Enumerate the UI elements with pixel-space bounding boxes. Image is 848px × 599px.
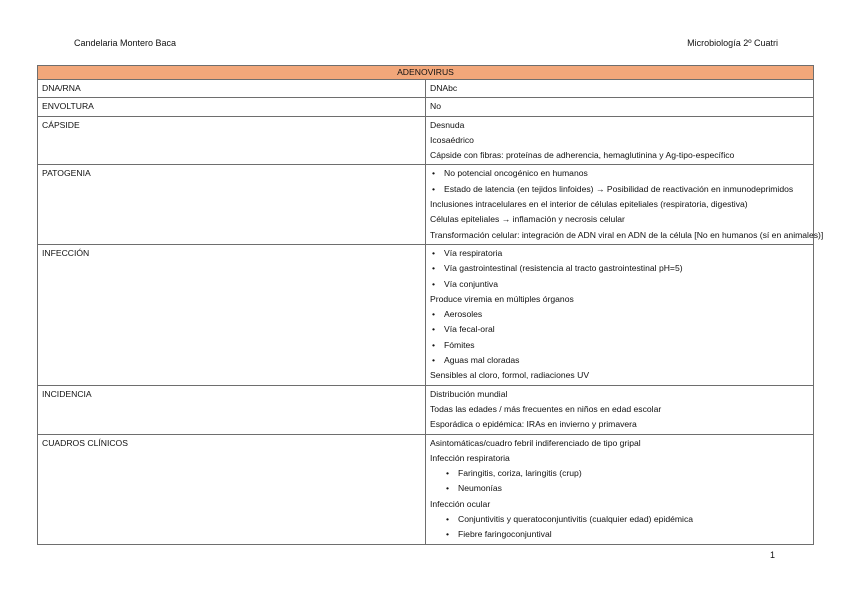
bullet-icon: • xyxy=(432,263,436,274)
bullet-item xyxy=(430,527,809,542)
content-line xyxy=(430,228,824,243)
bullet-icon: • xyxy=(432,355,436,366)
row-label: CÁPSIDE xyxy=(38,116,426,165)
line-text: Vía fecal-oral xyxy=(444,324,495,335)
bullet-item xyxy=(430,353,809,368)
line-text: Conjuntivitis y queratoconjuntivitis (cualquier edad) epidémica xyxy=(458,514,694,525)
bullet-icon: • xyxy=(432,324,436,335)
header-author: Candelaria Montero Baca xyxy=(74,38,177,48)
bullet-icon: • xyxy=(446,468,450,479)
line-text: Vía conjuntiva xyxy=(444,278,498,289)
line-text: Infección respiratoria xyxy=(430,452,510,463)
content-line xyxy=(430,212,809,227)
table-title-row xyxy=(38,66,814,80)
table-row xyxy=(38,434,814,544)
line-text: Vía gastrointestinal (resistencia al tracto gastrointestinal pH=5) xyxy=(444,263,683,274)
line-text: Fiebre faringoconjuntival xyxy=(458,529,552,540)
row-content xyxy=(426,165,824,244)
line-text: Transformación celular: integración de ADN viral en ADN de la célula [No en humanos (sí en animales)] xyxy=(430,229,824,240)
bullet-item xyxy=(430,246,809,261)
table-row xyxy=(38,244,814,385)
table-row xyxy=(38,165,814,244)
bullet-icon: • xyxy=(446,514,450,525)
line-text: Aguas mal cloradas xyxy=(444,355,520,366)
bullet-icon: • xyxy=(432,339,436,350)
header-course: Microbiología 2º Cuatri xyxy=(687,38,778,48)
bullet-icon: • xyxy=(446,483,450,494)
bullet-icon: • xyxy=(432,183,436,194)
table-title: ADENOVIRUS xyxy=(38,66,814,80)
row-label: DNA/RNA xyxy=(38,80,426,98)
bullet-icon: • xyxy=(432,309,436,320)
line-text: Esporádica o epidémica: IRAs en invierno y primavera xyxy=(430,419,637,430)
adenovirus-table xyxy=(37,65,824,545)
bullet-item xyxy=(430,322,809,337)
bullet-item xyxy=(430,182,809,197)
line-text: Infección ocular xyxy=(430,498,491,509)
bullet-icon: • xyxy=(432,168,436,179)
row-label: CUADROS CLÍNICOS xyxy=(38,434,426,544)
table-row xyxy=(38,80,814,98)
line-text: Neumonías xyxy=(458,483,502,494)
row-label: INFECCIÓN xyxy=(38,244,426,385)
row-label: PATOGENIA xyxy=(38,165,426,244)
content-line xyxy=(430,497,809,512)
bullet-item xyxy=(430,466,809,481)
content-line xyxy=(430,436,809,451)
row-label: ENVOLTURA xyxy=(38,98,426,116)
line-text: Produce viremia en múltiples órganos xyxy=(430,293,574,304)
line-text: Distribución mundial xyxy=(430,388,508,399)
row-content xyxy=(426,434,814,544)
content-line xyxy=(430,118,809,133)
line-text: Aerosoles xyxy=(444,309,483,320)
content-line xyxy=(430,99,809,114)
bullet-item xyxy=(430,277,809,292)
content-line xyxy=(430,417,809,432)
line-text: Desnuda xyxy=(430,119,465,130)
row-content xyxy=(426,116,814,165)
bullet-icon: • xyxy=(432,278,436,289)
table-row xyxy=(38,98,814,116)
bullet-item xyxy=(430,307,809,322)
content-line xyxy=(430,451,809,466)
bullet-item xyxy=(430,166,809,181)
content-line xyxy=(430,368,809,383)
content-line xyxy=(430,387,809,402)
page-number: 1 xyxy=(770,550,776,560)
line-text: Vía respiratoria xyxy=(444,247,503,258)
content-line xyxy=(430,197,809,212)
line-text: Faringitis, coriza, laringitis (crup) xyxy=(458,468,582,479)
bullet-icon: • xyxy=(432,247,436,258)
row-content xyxy=(426,98,814,116)
line-text: Células epiteliales → inflamación y necrosis celular xyxy=(430,214,625,225)
row-label: INCIDENCIA xyxy=(38,385,426,434)
content-line xyxy=(430,133,809,148)
bullet-item xyxy=(430,261,809,276)
line-text: Inclusiones intracelulares en el interior de células epiteliales (respiratoria, digestiva) xyxy=(430,199,748,210)
line-text: Estado de latencia (en tejidos linfoides) → Posibilidad de reactivación en inmunodeprimidos xyxy=(444,183,794,194)
table-row xyxy=(38,116,814,165)
bullet-item xyxy=(430,512,809,527)
line-text: Asintomáticas/cuadro febril indiferenciado de tipo gripal xyxy=(430,437,641,448)
content-line xyxy=(430,81,809,96)
line-text: No potencial oncogénico en humanos xyxy=(444,168,588,179)
row-content xyxy=(426,80,814,98)
line-text: Sensibles al cloro, formol, radiaciones UV xyxy=(430,370,590,381)
line-text: Icosaédrico xyxy=(430,134,474,145)
row-content xyxy=(426,244,814,385)
bullet-item xyxy=(430,338,809,353)
line-text: Cápside con fibras: proteínas de adherencia, hemaglutinina y Ag-tipo-específico xyxy=(430,150,735,161)
content-line xyxy=(430,292,809,307)
bullet-item xyxy=(430,481,809,496)
row-content xyxy=(426,385,814,434)
bullet-icon: • xyxy=(446,529,450,540)
line-text: DNAbc xyxy=(430,83,458,93)
content-line xyxy=(430,402,809,417)
line-text: No xyxy=(430,101,441,112)
line-text: Todas las edades / más frecuentes en niños en edad escolar xyxy=(430,403,662,414)
content-line xyxy=(430,148,809,163)
line-text: Fómites xyxy=(444,339,475,350)
table-row xyxy=(38,385,814,434)
